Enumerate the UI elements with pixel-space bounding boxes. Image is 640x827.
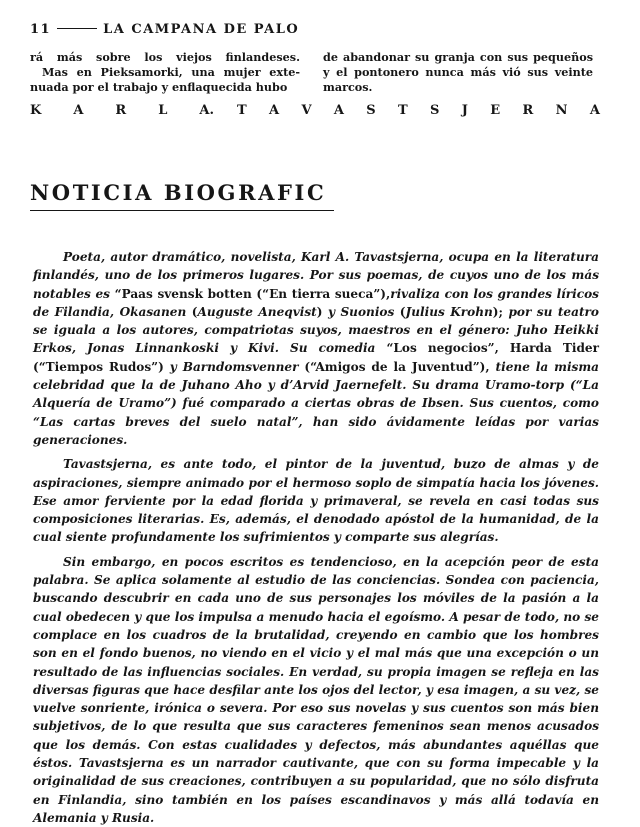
text-run <box>499 341 510 355</box>
page-number: 11 <box>30 22 52 37</box>
quoted-title-run: ) <box>316 304 323 319</box>
story-ending <box>30 50 605 98</box>
author-letter: K <box>30 103 42 118</box>
author-letter: T <box>237 103 247 118</box>
quoted-title-run: “Los negocios”, <box>386 341 499 356</box>
section-title: NOTICIA BIOGRAFIC <box>30 180 327 205</box>
header-dash <box>57 28 97 29</box>
author-letter: N <box>555 103 568 118</box>
story-line: de abandonar su granja con sus pequeños <box>323 50 593 64</box>
text-run: y Barndomsvenner <box>163 359 305 374</box>
author-letter: A <box>269 103 280 118</box>
quoted-title-run: ); <box>492 304 503 319</box>
author-letter: S <box>366 103 376 118</box>
story-line: nuada por el trabajo y enflaquecida hubo <box>30 80 288 94</box>
text-run: y Suonios <box>322 304 400 319</box>
story-ending-left-column <box>30 50 300 95</box>
text-run: tiene la misma celebridad que la de Juhano Aho y d’Arvid Jaernefelt. Su drama Uramo-torp <box>33 359 599 393</box>
author-letter: R <box>115 103 127 118</box>
author-letter: J <box>461 103 468 118</box>
author-letter: L <box>158 103 168 118</box>
author-last-name <box>237 103 600 121</box>
author-letter: R <box>522 103 534 118</box>
author-letter: T <box>398 103 408 118</box>
author-letter: E <box>490 103 501 118</box>
text-run: rivaliza con los grandes líricos de Filandia, Okasanen <box>33 286 599 319</box>
paragraph <box>33 248 599 449</box>
quoted-title-run: ( <box>399 304 406 319</box>
text-run: fué comparado a ciertas obras de Ibsen. Sus cuentos, como “Las cartas breves del suelo natal”, han sido ávidamente leídas por varias generaciones. <box>33 396 599 447</box>
quoted-title-run: (“Amigos de la Juventud”), <box>304 359 490 374</box>
text-run: por su teatro se iguala a los autores, compatriotas suyos, maestros en el género: Juho Heikki Erkos, Jonas Linnankoski y Kivi. Su comedia <box>33 304 599 356</box>
author-first-name <box>30 103 214 121</box>
text-run: Auguste Aneqvist <box>197 304 317 319</box>
author-letter: V <box>301 103 312 118</box>
author-letter: A <box>73 103 84 118</box>
author-letter: S <box>430 103 440 118</box>
author-letter: A. <box>199 103 214 118</box>
story-line: rá más sobre los viejos finlandeses. <box>30 50 300 64</box>
text-run: Julius Krohn <box>405 304 493 319</box>
story-ending-right-column <box>323 50 593 95</box>
quoted-title-run: ( <box>191 304 198 319</box>
running-title: LA CAMPANA DE PALO <box>103 22 300 37</box>
paragraph <box>33 455 599 546</box>
biography-text <box>33 248 599 825</box>
text-run: Poeta, autor dramático, novelista, Karl A. Tavastsjerna, ocupa en la literatura finlandés, uno de los primeros lugares. Por sus poemas, de cuyos uno de los más notables es <box>33 250 599 301</box>
paragraph <box>33 553 599 827</box>
story-line: marcos. <box>323 80 373 94</box>
text-run: Sin embargo, en pocos escritos es tendencioso, en la acepción peor de esta palabra. Se aplica solamente al estudio de las conciencias. Sondea con paciencia, buscando descubrir en cada uno de sus personajes los móviles de la pasión a la cual obedecen y que los impulsa a menudo hacia el egoísmo. A pesar de todo, no se complace en los cuadros de la brutalidad, creyendo en cambio que los hombres son en el fondo buenos, no viendo en el vicio y el mal más que una excepción o un resultado de las influencias sociales. En verdad, su propia imagen se refleja en las diversas figuras que hace desfilar ante los ojos del lector, y esa imagen, a su vez, se vuelve sonriente, irónica o severa. Por eso sus novelas y sus cuentos son más bien subjetivos, de lo que resulta que sus caracteres femeninos sean menos acusados que los demás. Con estas cualidades y defectos, más abundantes aquéllas que éstos. Tavastsjerna es un narrador cautivante, que con su forma impecable y la originalidad de sus creaciones, contribuyen a su popularidad, que no sólo disfruta en Finlandia, sino también en los países escandinavos y más allá todavía en Alemania y Rusia. <box>33 554 599 825</box>
quoted-title-run: Harda Tider (“Tiempos Rudos”) <box>33 341 599 374</box>
story-line: Mas en Pieksamorki, una mujer exte- <box>42 65 300 79</box>
author-signature <box>30 103 600 121</box>
text-run: (“La Alquería de Uramo”) <box>33 378 599 411</box>
title-underline <box>30 210 334 211</box>
author-letter: A <box>333 103 344 118</box>
text-run: Tavastsjerna, es ante todo, el pintor de la juventud, buzo de almas y de aspiraciones, siempre animado por el hermoso soplo de simpatía hacia los jóvenes. Ese amor ferviente por la edad florida y primaveral, se revela en casi todas sus composiciones literarias. Es, además, el denodado apóstol de la humanidad, de la cual siente profundamente los sufrimientos y comparte sus alegrías. <box>33 457 599 545</box>
story-line: y el pontonero nunca más vió sus veinte <box>323 65 593 79</box>
running-header <box>30 22 430 38</box>
author-letter: A <box>589 103 600 118</box>
quoted-title-run: “Paas svensk botten (“En tierra sueca”), <box>114 286 391 301</box>
